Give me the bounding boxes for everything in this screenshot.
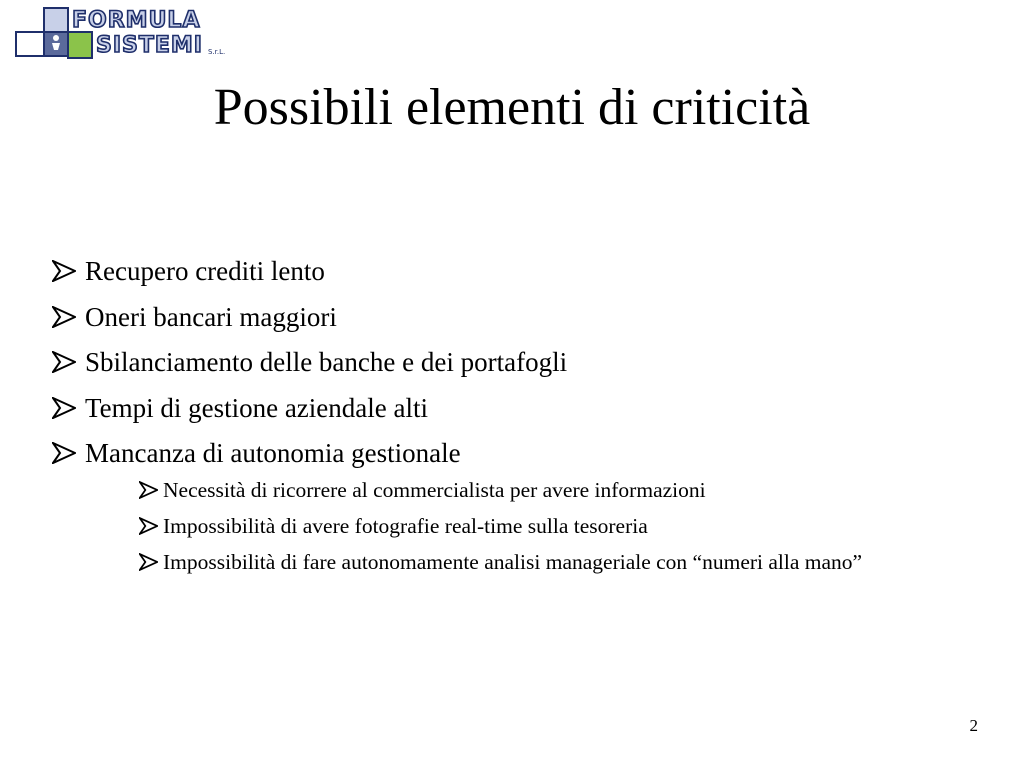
sub-bullet-item: [139, 549, 969, 575]
bullet-item: [52, 300, 992, 346]
page-number: 2: [969, 716, 978, 735]
arrow-bullet-icon: [52, 345, 85, 373]
arrow-bullet-icon: [52, 254, 85, 282]
bullet-label: Recupero crediti lento: [85, 256, 325, 286]
bullet-item: [52, 391, 992, 437]
svg-text:SISTEMI: SISTEMI: [96, 33, 203, 58]
sub-bullet-item: [139, 477, 969, 503]
bullet-label: Tempi di gestione aziendale alti: [85, 392, 428, 423]
sub-bullet-label: Impossibilità di fare autonomamente analisi manageriale con “numeri alla mano”: [163, 550, 863, 574]
arrow-bullet-icon: [139, 513, 163, 535]
arrow-bullet-icon: [52, 436, 85, 464]
bullet-item: [52, 436, 992, 482]
arrow-bullet-icon: [52, 300, 85, 328]
formula-sistemi-logo-icon: [14, 6, 232, 62]
sub-bullet-item: [139, 513, 969, 539]
bullet-label: Oneri bancari maggiori: [85, 301, 337, 332]
sub-bullet-list: [139, 477, 969, 585]
svg-text:S.r.L.: S.r.L.: [208, 48, 226, 56]
sub-bullet-label: Impossibilità di avere fotografie real-time sulla tesoreria: [163, 514, 648, 538]
sub-bullet-label: Necessità di ricorrere al commercialista per avere informazioni: [163, 478, 706, 502]
bullet-item: [52, 345, 992, 391]
bullet-label: Sbilanciamento delle banche e dei portafogli: [85, 347, 568, 377]
svg-text:FORMULA: FORMULA: [72, 8, 201, 33]
bullet-item: [52, 254, 992, 300]
bullet-label: Mancanza di autonomia gestionale: [85, 438, 461, 468]
arrow-bullet-icon: [139, 477, 163, 499]
bullet-list: [52, 254, 992, 482]
arrow-bullet-icon: [139, 549, 163, 571]
slide-title: Possibili elementi di criticità: [213, 79, 811, 136]
arrow-bullet-icon: [52, 391, 85, 419]
company-logo: [14, 6, 232, 62]
